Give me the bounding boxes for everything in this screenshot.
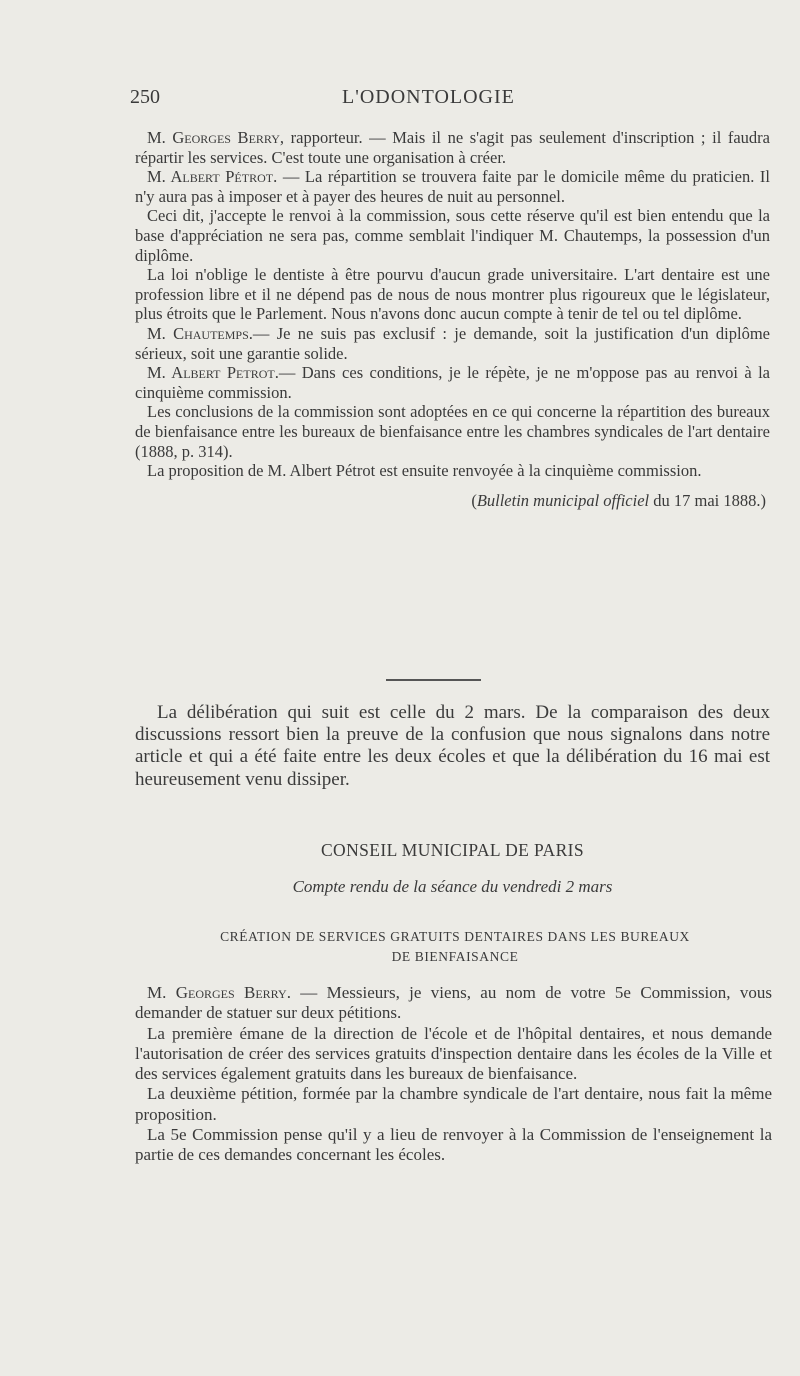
paragraph: La 5e Commission pense qu'il y a lieu de renvoyer à la Commission de l'enseignement la partie de ces demandes concernant les écoles. [135, 1125, 772, 1165]
citation-source: Bulletin municipal officiel [476, 490, 650, 510]
section-divider [386, 679, 481, 681]
speaker: M. Georges Berry [147, 983, 287, 1002]
citation-open: ( [471, 490, 477, 510]
paragraph-text: . — La répartition se trouvera faite par le domicile même du praticien. Il n'y aura pas à imposer et à payer des heures de nuit au personnel. [135, 167, 770, 206]
paragraph: La proposition de M. Albert Pétrot est ensuite renvoyée à la cinquième commission. [147, 461, 702, 481]
speaker: M. Georges Berry [147, 128, 280, 147]
paragraph: La deuxième pétition, formée par la chambre syndicale de l'art dentaire, nous fait la même proposition. [135, 1084, 772, 1124]
paragraph [135, 128, 770, 167]
speaker: M. Chautemps [147, 323, 249, 343]
paragraph [135, 324, 770, 363]
intro-paragraph [135, 702, 770, 791]
debate-excerpt [135, 128, 770, 510]
citation-date: du 17 mai 1888.) [649, 490, 766, 510]
paragraph: Les conclusions de la commission sont adoptées en ce qui concerne la répartition des bureaux de bienfaisance entre les bureaux de bienfaisance entre les chambres syndicales de l'art dentaire (1888, p. 314). [135, 402, 770, 461]
session-text [135, 983, 772, 1166]
session-heading: Compte rendu de la séance du vendredi 2 mars [292, 877, 613, 896]
speaker: M. Albert Pétrot [147, 167, 274, 187]
running-title: L'ODONTOLOGIE [342, 86, 515, 108]
speaker: M. Albert Petrot [147, 363, 275, 383]
council-heading: CONSEIL MUNICIPAL DE PARIS [320, 840, 585, 860]
paragraph [135, 167, 770, 206]
page-number: 250 [130, 86, 160, 108]
citation [135, 491, 770, 511]
paragraph: La délibération qui suit est celle du 2 mars. De la comparaison des deux discussions ressort bien la preuve de la confusion que nous signalons dans notre article et qui a été faite entre les deux écoles et que la délibération du 16 mai est heureusement venu dissiper. [135, 702, 770, 790]
paragraph: La loi n'oblige le dentiste à être pourvu d'aucun grade universitaire. L'art dentaire est une profession libre et il ne dépend pas de nous de nous montrer plus rigoureux que le législateur, plus étroits que le Parlement. Nous n'avons donc aucun compte à tenir de tel ou tel diplôme. [135, 265, 770, 324]
paragraph-text: , rapporteur. — Mais il ne s'agit pas seulement d'inscription ; il faudra répartir les services. C'est toute une organisation à créer. [135, 128, 771, 167]
paragraph-text: .— Dans ces conditions, je le répète, je ne m'oppose pas au renvoi à la cinquième commission. [135, 363, 770, 402]
heading-line: CRÉATION DE SERVICES GRATUITS DENTAIRES DANS LES BUREAUX [220, 929, 690, 944]
paragraph [135, 983, 772, 1024]
paragraph: La première émane de la direction de l'école et de l'hôpital dentaires, et nous demande l'autorisation de créer des services gratuits d'inspection dentaire dans les écoles de la Ville et des services également gratuits dans les bureaux de bienfaisance. [135, 1023, 772, 1084]
paragraph-text: . — Messieurs, je viens, au nom de votre 5e Commission, vous demander de statuer sur deux pétitions. [135, 983, 772, 1023]
paragraph-text: .— Je ne suis pas exclusif : je demande, soit la justification d'un diplôme sérieux, soit une garantie solide. [135, 323, 770, 363]
paragraph: Ceci dit, j'accepte le renvoi à la commission, sous cette réserve qu'il est bien entendu que la base d'appréciation ne sera pas, comme semblait l'indiquer M. Chautemps, la possession d'un diplôme. [135, 206, 770, 265]
creation-heading [135, 927, 775, 967]
heading-line: DE BIENFAISANCE [391, 949, 519, 964]
paragraph [135, 363, 770, 402]
